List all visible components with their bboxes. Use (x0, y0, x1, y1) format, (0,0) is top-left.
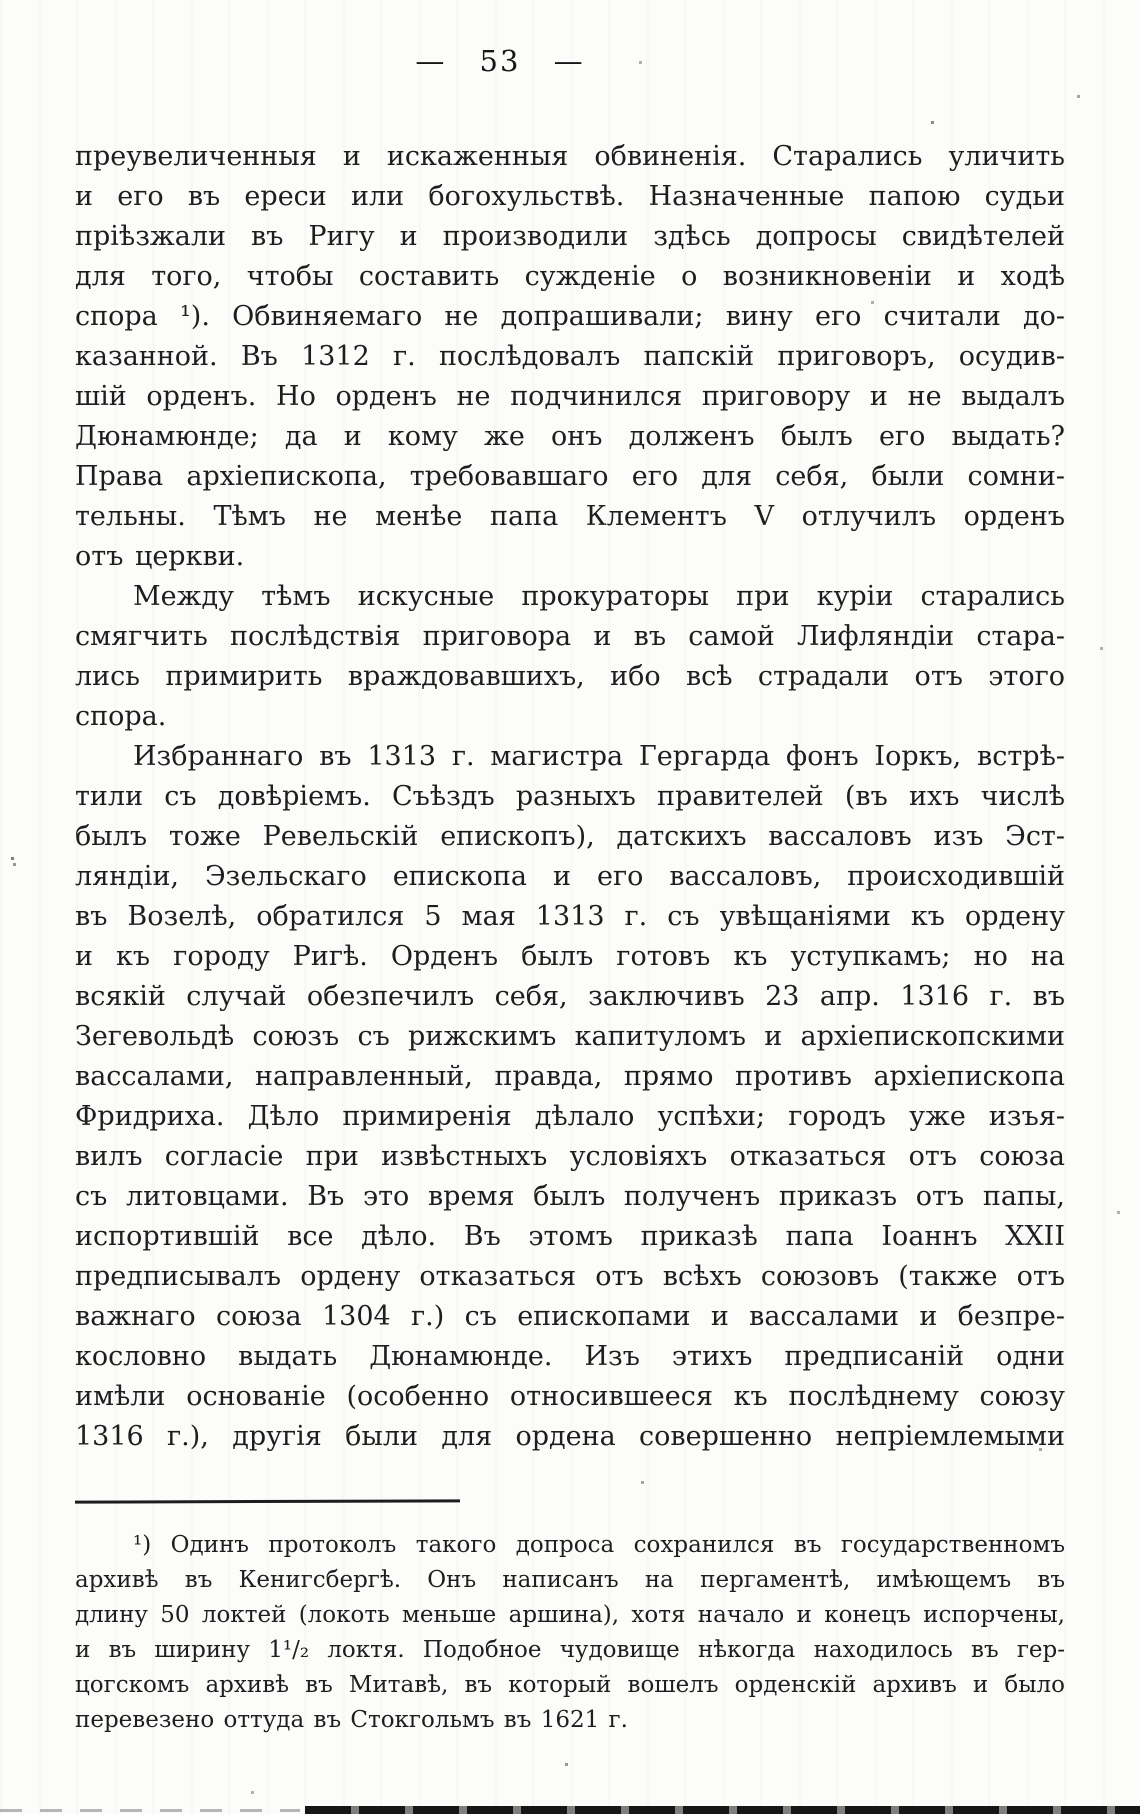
text-line: вассалами, направленный, правда, прямо противъ архіепископа (75, 1061, 1065, 1092)
text-line: Фридриха. Дѣло примиренія дѣлало успѣхи; городъ уже изъя- (75, 1101, 1065, 1132)
text-line: тили съ довѣріемъ. Съѣздъ разныхъ правителей (въ ихъ числѣ (75, 781, 1065, 812)
text-line: тельны. Тѣмъ не менѣе папа Клементъ V отлучилъ орденъ (75, 501, 1065, 532)
text-line: шій орденъ. Но орденъ не подчинился приговору и не выдалъ (75, 381, 1065, 412)
text-line: ляндіи, Эзельскаго епископа и его вассаловъ, происходившій (75, 861, 1065, 892)
footnote-line: архивѣ въ Кенигсбергѣ. Онъ написанъ на пергаментѣ, имѣющемъ въ (75, 1567, 1065, 1593)
scan-artifact-bar (305, 1806, 1140, 1814)
text-line: Зегевольдѣ союзъ съ рижскимъ капитуломъ и архіепископскими (75, 1021, 1065, 1052)
text-line: спора ¹). Обвиняемаго не допрашивали; вину его считали до- (75, 301, 1065, 332)
scan-speckles (0, 0, 1, 1)
text-line: вилъ согласіе при извѣстныхъ условіяхъ отказаться отъ союза (75, 1141, 1065, 1172)
text-line: былъ тоже Ревельскій епископъ), датскихъ вассаловъ изъ Эст- (75, 821, 1065, 852)
footnote-line: ¹) Одинъ протоколъ такого допроса сохранился въ государственномъ (133, 1532, 1065, 1558)
text-line: для того, чтобы составить сужденіе о возникновеніи и ходѣ (75, 261, 1065, 292)
text-line: пріѣзжали въ Ригу и производили здѣсь допросы свидѣтелей (75, 221, 1065, 252)
text-line: испортившій все дѣло. Въ этомъ приказѣ папа Іоаннъ XXII (75, 1221, 1065, 1252)
text-line: Избраннаго въ 1313 г. магистра Гергарда фонъ Іоркъ, встрѣ- (133, 741, 1065, 772)
text-line: преувеличенныя и искаженныя обвиненія. Старались уличить (75, 141, 1065, 172)
scan-edge-dashes (0, 1809, 300, 1812)
page-number: — 53 — (415, 44, 585, 78)
text-line: кословно выдать Дюнамюнде. Изъ этихъ предписаній одни (75, 1341, 1065, 1372)
text-line: Права архіепископа, требовавшаго его для себя, были сомни- (75, 461, 1065, 492)
footnote-line: цогскомъ архивѣ въ Митавѣ, въ который вошелъ орденскій архивъ и было (75, 1672, 1065, 1698)
text-line: всякій случай обезпечилъ себя, заключивъ 23 апр. 1316 г. въ (75, 981, 1065, 1012)
footnote-rule (75, 1499, 460, 1503)
text-line: Дюнамюнде; да и кому же онъ долженъ былъ его выдать? (75, 421, 1065, 452)
footnote-line: длину 50 локтей (локоть меньше аршина), хотя начало и конецъ испорчены, (75, 1602, 1065, 1628)
text-line: лись примирить враждовавшихъ, ибо всѣ страдали отъ этого (75, 661, 1065, 692)
footnote-line: и въ ширину 1¹/₂ локтя. Подобное чудовище нѣкогда находилось въ гер- (75, 1637, 1065, 1663)
text-line: имѣли основаніе (особенно относившееся къ послѣднему союзу (75, 1381, 1065, 1412)
text-line: съ литовцами. Въ это время былъ полученъ приказъ отъ папы, (75, 1181, 1065, 1212)
footnote (75, 1528, 1065, 1738)
text-line: спора. (75, 701, 167, 732)
text-line: важнаго союза 1304 г.) съ епископами и вассалами и безпре- (75, 1301, 1065, 1332)
text-line: въ Возелѣ, обратился 5 мая 1313 г. съ увѣщаніями къ ордену (75, 901, 1065, 932)
text-line: казанной. Въ 1312 г. послѣдовалъ папскій приговоръ, осудив- (75, 341, 1065, 372)
text-line: и къ городу Ригѣ. Орденъ былъ готовъ къ уступкамъ; но на (75, 941, 1065, 972)
footnote-line: перевезено оттуда въ Стокгольмъ въ 1621 г. (75, 1707, 628, 1733)
text-line: 1316 г.), другія были для ордена совершенно непріемлемыми (75, 1421, 1065, 1452)
text-line: и его въ ереси или богохульствѣ. Назначенные папою судьи (75, 181, 1065, 212)
text-line: смягчить послѣдствія приговора и въ самой Лифляндіи стара- (75, 621, 1065, 652)
text-line: Между тѣмъ искусные прокураторы при куріи старались (133, 581, 1065, 612)
text-line: предписывалъ ордену отказаться отъ всѣхъ союзовъ (также отъ (75, 1261, 1065, 1292)
body-text (75, 137, 1065, 1457)
text-line: отъ церкви. (75, 541, 245, 572)
